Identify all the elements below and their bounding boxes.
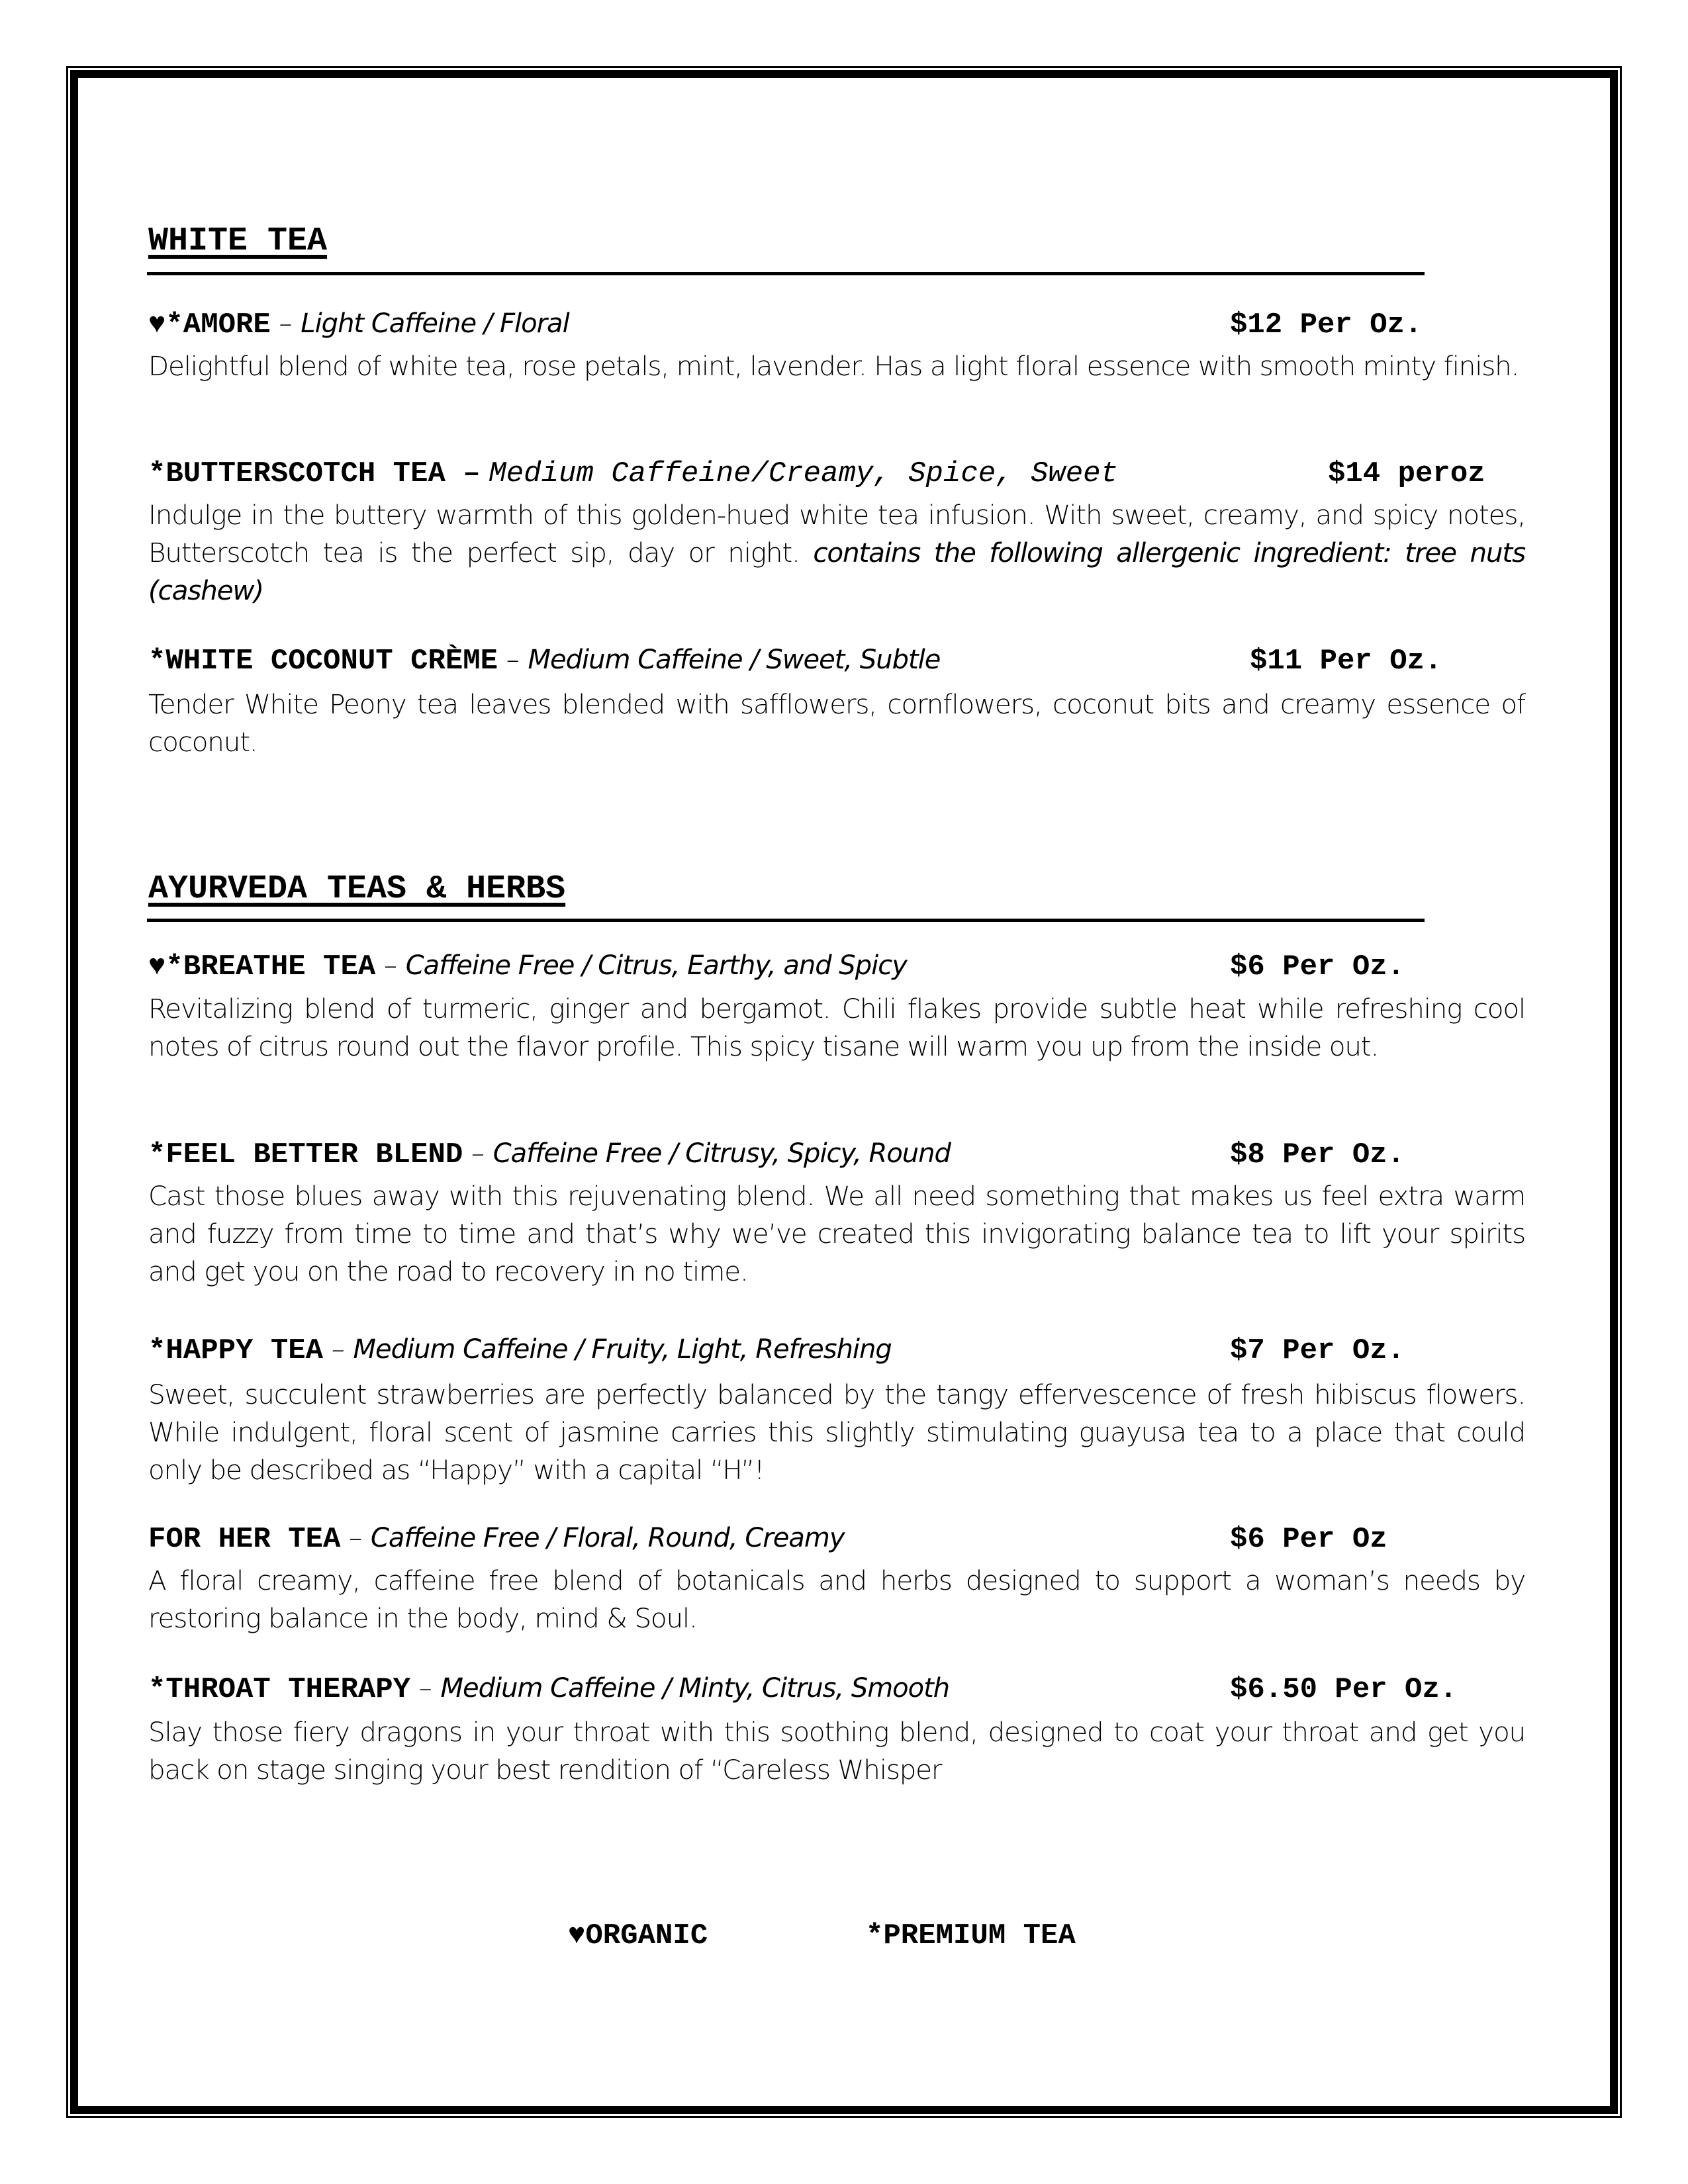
description-text: A floral creamy, caffeine free blend of botanicals and herbs designed to support a woman’s needs by restoring balance in the body, mind & Soul.	[148, 1565, 1525, 1634]
item-description	[148, 496, 1525, 610]
item-description	[148, 1177, 1525, 1291]
item-separator: –	[463, 1138, 493, 1169]
item-description	[148, 347, 1525, 385]
item-tags: Caffeine Free / Floral, Round, Creamy	[370, 1523, 845, 1553]
menu-item-title	[148, 1334, 1525, 1371]
item-description	[148, 1376, 1525, 1489]
item-separator: –	[498, 645, 528, 675]
allergen-note: contains the following allergenic ingredient: tree nuts (cashew)	[148, 537, 1525, 606]
item-name: *HAPPY TEA	[148, 1334, 324, 1367]
item-price: $12 Per Oz.	[1230, 308, 1423, 341]
item-name: ♥*AMORE	[148, 308, 271, 341]
item-separator: –	[323, 1334, 353, 1365]
menu-item-title	[148, 308, 1525, 345]
section-heading-white-tea: WHITE TEA	[148, 222, 328, 260]
item-description	[148, 686, 1525, 761]
description-text: Indulge in the buttery warmth of this golden-hued white tea infusion. With sweet, creamy, and spicy notes, Butterscotch tea is the perfect sip, day or night.	[148, 499, 1525, 569]
menu-item-title	[148, 1673, 1525, 1710]
item-name: *BUTTERSCOTCH TEA –	[148, 457, 481, 490]
item-name: *WHITE COCONUT CRÈME	[148, 645, 498, 678]
item-separator: –	[375, 950, 406, 981]
menu-item-title	[148, 1138, 1525, 1175]
item-separator: –	[270, 308, 301, 339]
menu-item-title	[148, 1523, 1525, 1560]
item-tags: Medium Caffeine / Fruity, Light, Refreshing	[353, 1334, 892, 1365]
item-tags: Medium Caffeine/Creamy, Spice, Sweet	[489, 457, 1118, 490]
item-name: *FEEL BETTER BLEND	[148, 1138, 463, 1171]
item-description	[148, 1713, 1525, 1789]
item-price: $11 Per Oz.	[1250, 645, 1442, 678]
item-price: $6 Per Oz.	[1230, 950, 1405, 983]
item-name: *THROAT THERAPY	[148, 1673, 411, 1706]
item-separator: –	[410, 1673, 441, 1704]
section-heading-ayurveda: AYURVEDA TEAS & HERBS	[148, 870, 566, 908]
item-description	[148, 990, 1525, 1066]
item-price: $6.50 Per Oz.	[1230, 1673, 1458, 1706]
section-rule	[147, 919, 1425, 922]
item-separator	[481, 457, 489, 488]
description-text: Slay those fiery dragons in your throat with this soothing blend, designed to coat your throat and get you back on stage singing your best rendition of “Careless Whisper	[148, 1716, 1525, 1786]
item-tags: Caffeine Free / Citrus, Earthy, and Spicy	[405, 950, 907, 981]
legend-premium: *PREMIUM TEA	[866, 1919, 1076, 1952]
legend-organic: ♥ORGANIC	[568, 1919, 708, 1952]
description-text: Cast those blues away with this rejuvenating blend. We all need something that makes us feel extra warm and fuzzy from time to time and that’s why we’ve created this invigorating balance tea to lift your spirits and get you on the road to recovery in no time.	[148, 1180, 1525, 1287]
description-text: Sweet, succulent strawberries are perfectly balanced by the tangy effervescence of fresh hibiscus flowers. While indulgent, floral scent of jasmine carries this slightly stimulating guayusa tea to a place that could only be described as “Happy” with a capital “H”!	[148, 1379, 1525, 1486]
menu-item-title	[148, 645, 1525, 682]
description-text: Delightful blend of white tea, rose petals, mint, lavender. Has a light floral essence with smooth minty finish.	[148, 350, 1519, 382]
item-description	[148, 1562, 1525, 1637]
item-price: $7 Per Oz.	[1230, 1334, 1405, 1367]
item-tags: Light Caffeine / Floral	[301, 308, 569, 339]
section-rule	[147, 272, 1425, 275]
item-price: $6 Per Oz	[1230, 1523, 1387, 1556]
item-tags: Caffeine Free / Citrusy, Spicy, Round	[492, 1138, 951, 1169]
menu-item-title	[148, 457, 1525, 494]
item-name: FOR HER TEA	[148, 1523, 341, 1556]
description-text: Revitalizing blend of turmeric, ginger and bergamot. Chili flakes provide subtle heat while refreshing cool notes of citrus round out the flavor profile. This spicy tisane will warm you up from the inside out.	[148, 993, 1525, 1062]
item-separator: –	[340, 1523, 371, 1553]
item-tags: Medium Caffeine / Minty, Citrus, Smooth	[440, 1673, 950, 1704]
item-price: $14 peroz	[1328, 457, 1485, 490]
item-tags: Medium Caffeine / Sweet, Subtle	[528, 645, 941, 675]
item-name: ♥*BREATHE TEA	[148, 950, 376, 983]
item-price: $8 Per Oz.	[1230, 1138, 1405, 1171]
description-text: Tender White Peony tea leaves blended with safflowers, cornflowers, coconut bits and creamy essence of coconut.	[148, 688, 1525, 758]
menu-item-title	[148, 950, 1525, 987]
